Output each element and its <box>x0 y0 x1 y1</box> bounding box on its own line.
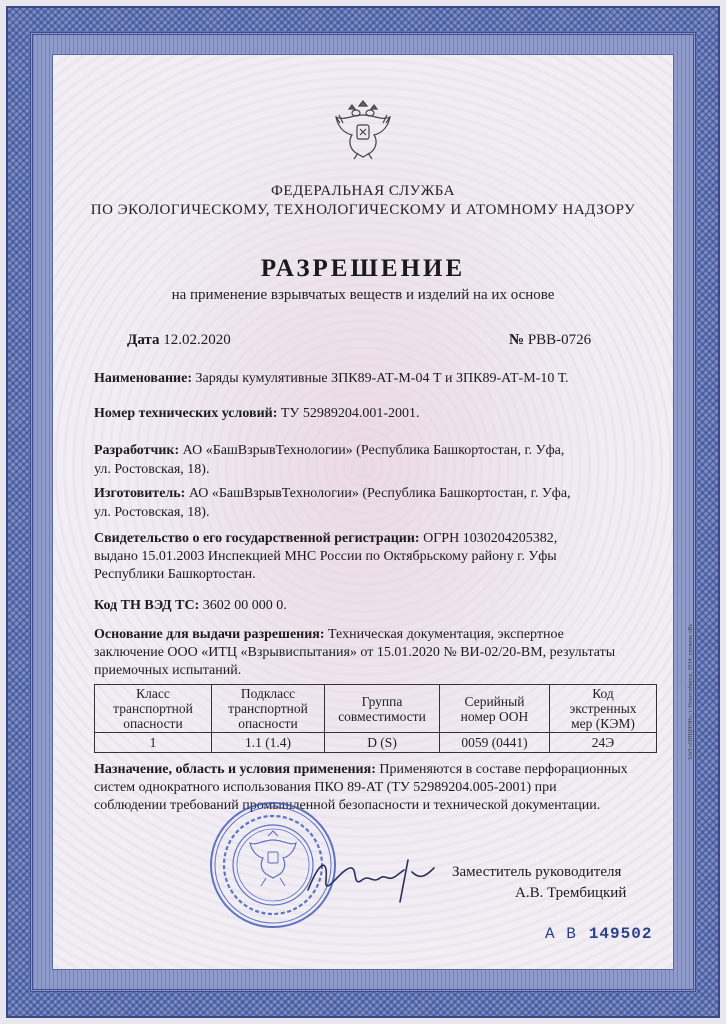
agency-line-1: ФЕДЕРАЛЬНАЯ СЛУЖБА <box>271 183 455 199</box>
table-row <box>95 733 657 753</box>
name-field <box>94 369 568 388</box>
document-subtitle: на применение взрывчатых веществ и изделий на их основе <box>171 287 555 303</box>
manufacturer-field <box>94 484 571 503</box>
tn-ved-label: Код ТН ВЭД ТС: <box>94 598 200 613</box>
number-field <box>509 331 591 350</box>
tn-ved-value: 3602 00 000 0. <box>202 598 287 613</box>
registration-field <box>94 529 557 548</box>
serial-series: А В <box>545 925 577 943</box>
table-header-row <box>95 685 657 733</box>
date-label: Дата <box>127 332 160 348</box>
name-label: Наименование: <box>94 371 192 386</box>
header-un-number: Серийный номер ООН <box>440 685 550 733</box>
number-label: № <box>509 332 525 348</box>
form-serial-number <box>545 925 652 943</box>
cell-compatibility-group: D (S) <box>325 733 440 753</box>
basis-line-3: приемочных испытаний. <box>94 663 242 678</box>
agency-line-2: ПО ЭКОЛОГИЧЕСКОМУ, ТЕХНОЛОГИЧЕСКОМУ И АТОМНОМУ НАДЗОРУ <box>90 202 636 218</box>
coat-of-arms-icon <box>330 95 396 163</box>
document-title: РАЗРЕШЕНИЕ <box>260 255 466 282</box>
developer-field <box>94 441 564 460</box>
serial-number: 149502 <box>588 925 653 943</box>
tech-conditions-field <box>94 404 420 423</box>
header-transport-class: Класс транспортной опасности <box>95 685 212 733</box>
registration-line-1: ОГРН 1030204205382, <box>423 531 558 546</box>
registration-line-3: Республики Башкортостан. <box>94 567 256 582</box>
classification-table <box>94 684 657 753</box>
manufacturer-line-1: АО «БашВзрывТехнологии» (Республика Башкортостан, г. Уфа, <box>188 486 571 501</box>
tn-ved-field <box>94 596 287 615</box>
basis-field <box>94 625 564 644</box>
purpose-line-2: систем однократного использования ПКО 89-АТ (ТУ 52989204.005-2001) при <box>94 780 557 795</box>
registration-line-2: выдано 15.01.2003 Инспекцией МНС России по Октябрьскому району г. Уфы <box>94 549 557 564</box>
number-value: РВВ-0726 <box>527 332 592 348</box>
cell-transport-subclass: 1.1 (1.4) <box>212 733 325 753</box>
purpose-label: Назначение, область и условия применения: <box>94 762 376 777</box>
manufacturer-line-2: ул. Ростовская, 18). <box>94 505 210 520</box>
developer-line-1: АО «БашВзрывТехнологии» (Республика Башкортостан, г. Уфа, <box>182 443 565 458</box>
header-compatibility-group: Группа совместимости <box>325 685 440 733</box>
date-field <box>127 331 231 350</box>
developer-line-2: ул. Ростовская, 18). <box>94 462 210 477</box>
purpose-line-3: соблюдении требований промышленной безопасности и технической документации. <box>94 798 601 813</box>
signatory-position: Заместитель руководителя <box>452 864 622 880</box>
header-emergency-code: Код экстренных мер (КЭМ) <box>550 685 657 733</box>
cell-un-number: 0059 (0441) <box>440 733 550 753</box>
purpose-field <box>94 760 628 779</box>
cell-transport-class: 1 <box>95 733 212 753</box>
basis-line-2: заключение ООО «ИТЦ «Взрывиспытания» от 15.01.2020 № ВИ-02/20-ВМ, результаты <box>94 645 616 660</box>
basis-line-1: Техническая документация, экспертное <box>328 627 564 642</box>
name-value: Заряды кумулятивные ЗПК89-АТ-М-04 Т и ЗПК89-АТ-М-10 Т. <box>195 371 569 386</box>
purpose-line-1: Применяются в составе перфорационных <box>379 762 628 777</box>
printer-note: ЗАО «ОПЦИОН», г. Новосибирск, 2014, уровень «В» <box>688 623 694 760</box>
tech-conditions-label: Номер технических условий: <box>94 406 278 421</box>
registration-label: Свидетельство о его государственной регистрации: <box>94 531 420 546</box>
cell-emergency-code: 24Э <box>550 733 657 753</box>
basis-label: Основание для выдачи разрешения: <box>94 627 325 642</box>
date-value: 12.02.2020 <box>163 332 231 348</box>
developer-label: Разработчик: <box>94 443 180 458</box>
tech-conditions-value: ТУ 52989204.001-2001. <box>280 406 420 421</box>
handwritten-signature-icon <box>300 850 440 905</box>
manufacturer-label: Изготовитель: <box>94 486 186 501</box>
signatory-name: А.В. Трембицкий <box>515 885 627 901</box>
header-transport-subclass: Подкласс транспортной опасности <box>212 685 325 733</box>
